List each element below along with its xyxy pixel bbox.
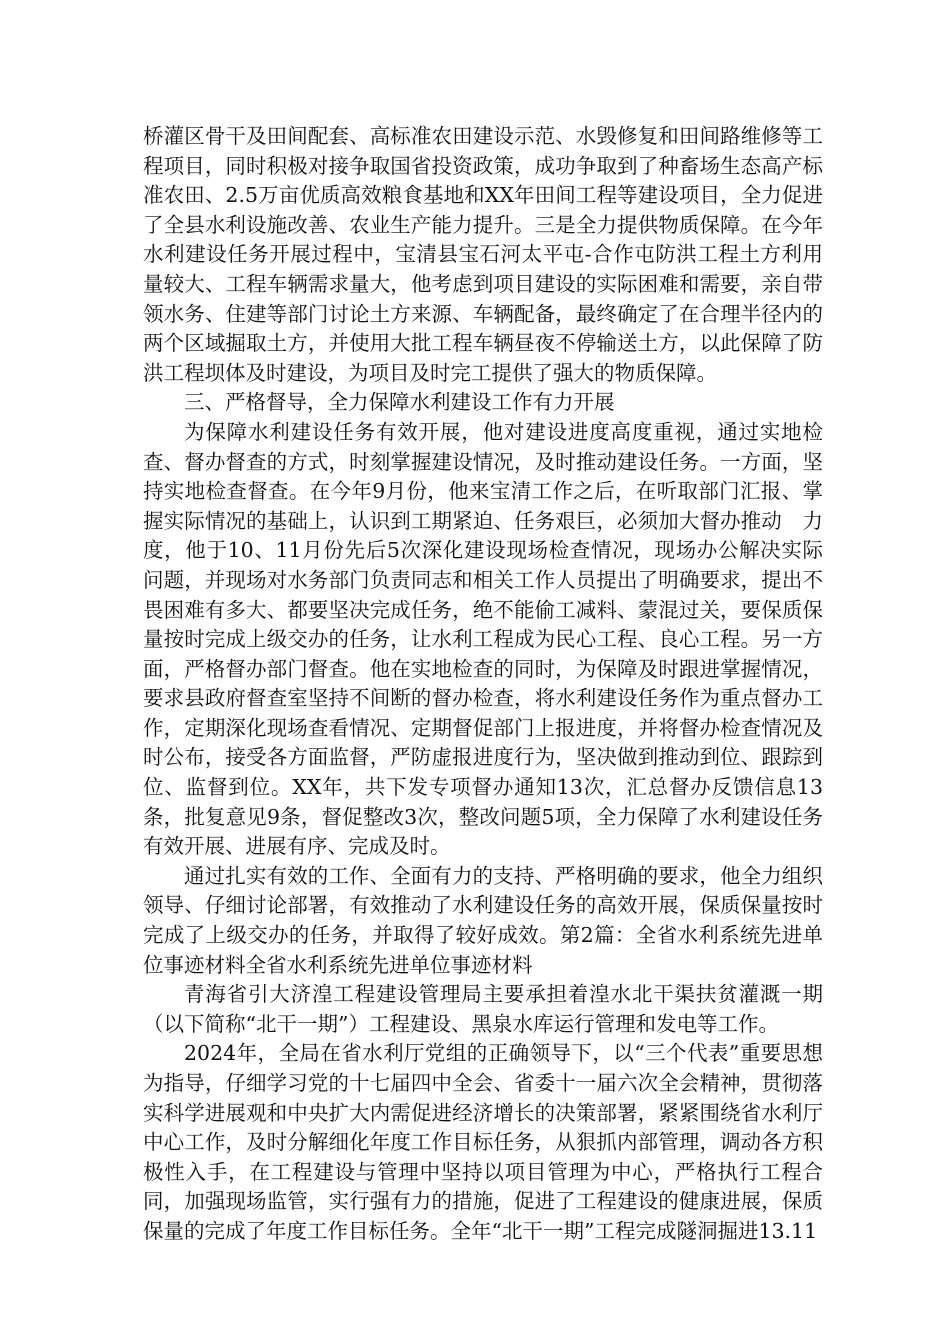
- paragraph-continuation: 桥灌区骨干及田间配套、高标准农田建设示范、水毁修复和田间路维修等工程项目，同时积极对接争取国省投资政策，成功争取到了种畜场生态高产标准农田、2.5万亩优质高效粮食基地和XX年田间工程等建设项目，全力促进了全县水利设施改善、农业生产能力提升。三是全力提供物质保障。在今年水利建设任务开展过程中，宝清县宝石河太平屯-合作屯防洪工程土方利用量较大、工程车辆需求量大，他考虑到项目建设的实际困难和需要，亲自带领水务、住建等部门讨论土方来源、车辆配备，最终确定了在合理半径内的两个区域掘取土方，并使用大批工程车辆昼夜不停输送土方，以此保障了防洪工程坝体及时建设，为项目及时完工提供了强大的物质保障。: [143, 124, 823, 385]
- paragraph-supervision: 为保障水利建设任务有效开展，他对建设进度高度重视，通过实地检查、督办督查的方式，时刻掌握建设情况，及时推动建设任务。一方面，坚持实地检查督查。在今年9月份，他来宝清工作之后，在听取部门汇报、掌握实际情况的基础上，认识到工期紧迫、任务艰巨，必须加大督办推动 力度，他于10、11月份先后5次深化建设现场检查情况，现场办公解决实际问题，并现场对水务部门负责同志和相关工作人员提出了明确要求，提出不畏困难有多大、都要坚决完成任务，绝不能偷工减料、蒙混过关，要保质保量按时完成上级交办的任务，让水利工程成为民心工程、良心工程。另一方面，严格督办部门督查。他在实地检查的同时，为保障及时跟进掌握情况，要求县政府督查室坚持不间断的督办检查，将水利建设任务作为重点督办工作，定期深化现场查看情况、定期督促部门上报进度，并将督办检查情况及时公布，接受各方面监督，严防虚报进度行为，坚决做到推动到位、跟踪到位、监督到位。XX年，共下发专项督办通知13次，汇总督办反馈信息13条，批复意见9条，督促整改3次，整改问题5项，全力保障了水利建设任务有效开展、进展有序、完成及时。: [143, 419, 823, 859]
- paragraph-qinghai-intro: 青海省引大济湟工程建设管理局主要承担着湟水北干渠扶贫灌溉一期（以下简称“北干一期”）工程建设、黑泉水库运行管理和发电等工作。: [143, 982, 823, 1036]
- section-heading: 三、严格督导，全力保障水利建设工作有力开展: [184, 390, 615, 415]
- document-body: [143, 122, 823, 1247]
- paragraph-summary: 通过扎实有效的工作、全面有力的支持、严格明确的要求，他全力组织领导、仔细讨论部署，有效推动了水利建设任务的高效开展，保质保量按时完成了上级交办的任务，并取得了较好成效。第2篇：全省水利系统先进单位事迹材料全省水利系统先进单位事迹材料: [143, 863, 823, 977]
- paragraph-2024: 2024年，全局在省水利厅党组的正确领导下，以“三个代表”重要思想为指导，仔细学习党的十七届四中全会、省委十一届六次全会精神，贯彻落实科学进展观和中央扩大内需促进经济增长的决策部署，紧紧围绕省水利厅中心工作，及时分解细化年度工作目标任务，从狠抓内部管理，调动各方积极性入手，在工程建设与管理中坚持以项目管理为中心，严格执行工程合同，加强现场监管，实行强有力的措施，促进了工程建设的健康进展，保质保量的完成了年度工作目标任务。全年“北干一期”工程完成隧洞掘进13.11: [143, 1041, 823, 1243]
